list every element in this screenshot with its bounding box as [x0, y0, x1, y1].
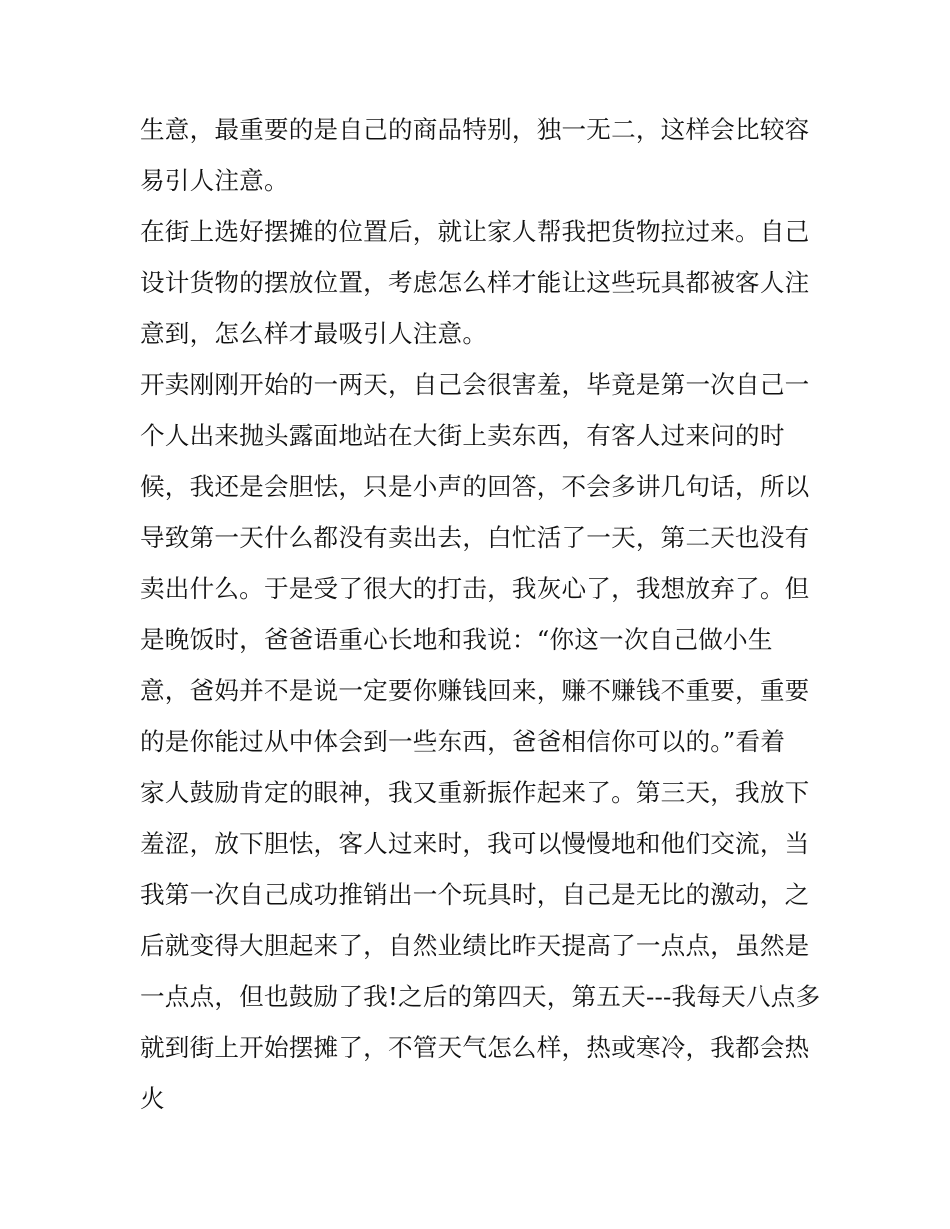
text-line: 是晚饭时，爸爸语重心长地和我说：“你这一次自己做小生: [140, 625, 773, 654]
text-line: 意到，怎么样才最吸引人注意。: [140, 319, 488, 348]
text-line: 一点点，但也鼓励了我!之后的第四天，第五天---我每天八点多: [140, 982, 821, 1011]
text-line: 卖出什么。于是受了很大的打击，我灰心了，我想放弃了。但: [140, 574, 810, 603]
text-line: 开卖刚刚开始的一两天，自己会很害羞，毕竟是第一次自己一: [140, 370, 810, 399]
body-text: [140, 104, 821, 1124]
text-line: 家人鼓励肯定的眼神，我又重新振作起来了。第三天，我放下: [140, 778, 810, 807]
text-line: 生意，最重要的是自己的商品特别，独一无二，这样会比较容: [140, 115, 810, 144]
text-line: 意，爸妈并不是说一定要你赚钱回来，赚不赚钱不重要，重要: [140, 676, 810, 705]
text-line: 就到街上开始摆摊了，不管天气怎么样，热或寒冷，我都会热: [140, 1033, 810, 1062]
text-line: 后就变得大胆起来了，自然业绩比昨天提高了一点点，虽然是: [140, 931, 810, 960]
text-line: 设计货物的摆放位置，考虑怎么样才能让这些玩具都被客人注: [140, 268, 810, 297]
text-line: 火: [140, 1084, 165, 1113]
text-line: 易引人注意。: [140, 166, 289, 195]
text-line: 我第一次自己成功推销出一个玩具时，自己是无比的激动，之: [140, 880, 810, 909]
text-line: 在街上选好摆摊的位置后，就让家人帮我把货物拉过来。自己: [140, 217, 810, 246]
text-line: 的是你能过从中体会到一些东西，爸爸相信你可以的。”看着: [140, 727, 786, 756]
text-line: 羞涩，放下胆怯，客人过来时，我可以慢慢地和他们交流，当: [140, 829, 810, 858]
text-line: 个人出来抛头露面地站在大街上卖东西，有客人过来问的时: [140, 421, 785, 450]
text-line: 候，我还是会胆怯，只是小声的回答，不会多讲几句话，所以: [140, 472, 810, 501]
text-line: 导致第一天什么都没有卖出去，白忙活了一天，第二天也没有: [140, 523, 810, 552]
